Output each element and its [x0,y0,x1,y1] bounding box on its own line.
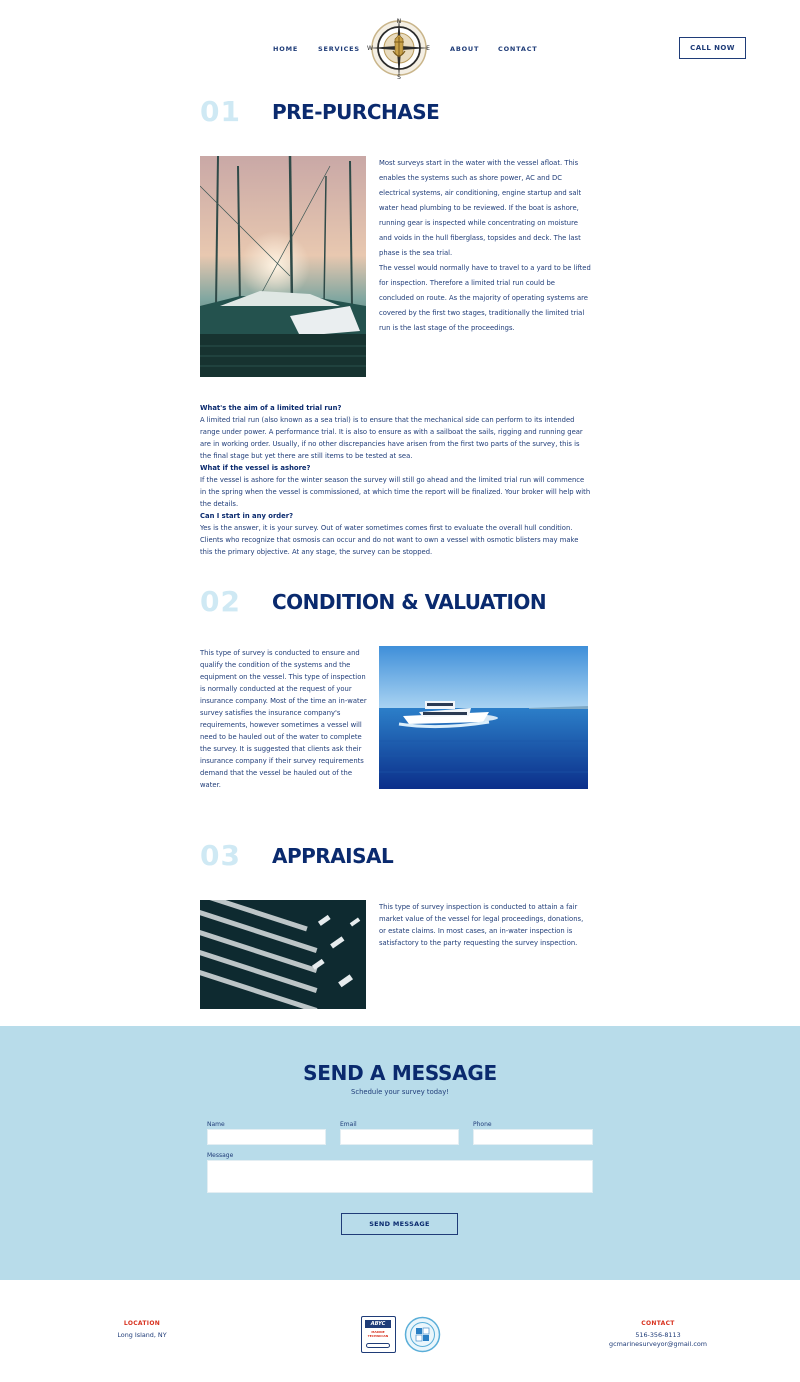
phone-field[interactable] [473,1129,593,1145]
email-label: Email [340,1121,357,1128]
condition-valuation-paragraph: This type of survey is conducted to ensure and qualify the condition of the systems and the equipment on the vessel. This type of inspection is normally conducted at the request of your insurance company. Most of the time an in-water survey satisfies the insurance company's requirements, however sometimes a vessel will need to be hauled out of the water to complete the survey. It is suggested that clients ask their insurance company if their survey requirements demand that the vessel be hauled out of the water. [200,649,367,789]
section-number-01: 01 [200,95,241,128]
location-value: Long Island, NY [117,1331,167,1339]
logo-letter-n: N [396,18,402,25]
site-header [0,0,800,92]
contact-phone[interactable]: 516-356-8113 [635,1331,681,1339]
pre-purchase-paragraph: The vessel would normally have to travel to a yard to be lifted for inspection. Therefore a limited trial run could be concluded on route. As the majority of operating systems are covered by the first two stages, traditionally the limited trial run is the last stage of the proceedings. [379,264,591,332]
nav-home-link[interactable]: HOME [273,45,299,53]
faq-block [200,402,592,558]
pre-purchase-paragraph: Most surveys start in the water with the vessel afloat. This enables the systems such as shore power, AC and DC electrical systems, air conditioning, engine startup and salt water head plumbing to be reviewed. If the boat is ashore, running gear is inspected while concentrating on moisture and voids in the hull fiberglass, topsides and deck. The last phase is the sea trial. [379,159,582,257]
appraisal-paragraph: This type of survey inspection is conducted to attain a fair market value of the vessel for legal proceedings, donations, or estate claims. In most cases, an in-water inspection is satisfactory to the party requesting the survey inspection. [379,903,584,947]
phone-label: Phone [473,1121,492,1128]
send-message-button[interactable]: SEND MESSAGE [341,1213,458,1235]
message-field[interactable] [207,1160,593,1193]
contact-subtitle: Schedule your survey today! [351,1088,449,1096]
pre-purchase-text [379,156,591,336]
location-heading: LOCATION [123,1320,161,1327]
section-title-condition-valuation: CONDITION & VALUATION [272,590,547,614]
message-label: Message [207,1152,234,1159]
compass-icon [366,15,432,81]
marina-aerial-photo [200,900,366,1009]
nav-contact-link[interactable]: CONTACT [498,45,538,53]
abyc-badge-text: ABYC [365,1320,391,1328]
faq-answer: Yes is the answer, it is your survey. Out of water sometimes comes first to evaluate the overall hull condition. Clients who recognize that osmosis can occur and do not want to own a vessel with osmotic blisters may make this the primary objective. At any stage, the survey can be stopped. [200,524,579,556]
contact-email[interactable]: gcmarinesurveyor@gmail.com [609,1340,707,1348]
abyc-badge-subtitle: MARINE TECHNICIAN [367,1330,389,1338]
sailboats-sunset-photo [200,156,366,377]
appraisal-text [379,901,589,949]
faq-question: What if the vessel is ashore? [200,464,311,472]
call-now-button[interactable]: CALL NOW [679,37,746,59]
contact-title: SEND A MESSAGE [303,1061,497,1085]
faq-answer: A limited trial run (also known as a sea trial) is to ensure that the mechanical side can perform to its intended range under power. A performance trial. It is also to ensure as with a sailboat the sails, rigging and running gear are in working order. Usually, if no other discrepancies have arisen from the first two parts of the survey, this is the final stage but yet there are still items to be tested at sea. [200,416,583,460]
logo-letter-s: S [397,74,401,81]
compass-logo[interactable] [366,15,432,81]
faq-answer: If the vessel is ashore for the winter season the survey will still go ahead and the limited trial run will commence in the spring when the vessel is commissioned, at which time the report will be finalized. Your broker will help with the details. [200,476,591,508]
section-title-appraisal: APPRAISAL [272,844,394,868]
name-field[interactable] [207,1129,326,1145]
navs-seal-badge [404,1316,441,1353]
faq-question: Can I start in any order? [200,512,294,520]
site-footer [0,1280,800,1382]
abyc-badge [361,1316,396,1353]
contact-heading: CONTACT [641,1320,675,1327]
logo-letter-e: E [426,45,430,52]
section-number-02: 02 [200,585,241,618]
logo-letter-w: W [367,45,373,52]
nav-services-link[interactable]: SERVICES [318,45,360,53]
nav-about-link[interactable]: ABOUT [450,45,480,53]
faq-question: What's the aim of a limited trial run? [200,404,342,412]
email-field[interactable] [340,1129,459,1145]
yacht-at-sea-photo [379,646,588,789]
condition-valuation-text [200,647,368,791]
section-title-pre-purchase: PRE-PURCHASE [272,100,440,124]
section-number-03: 03 [200,839,241,872]
name-label: Name [207,1121,225,1128]
contact-section [0,1026,800,1280]
